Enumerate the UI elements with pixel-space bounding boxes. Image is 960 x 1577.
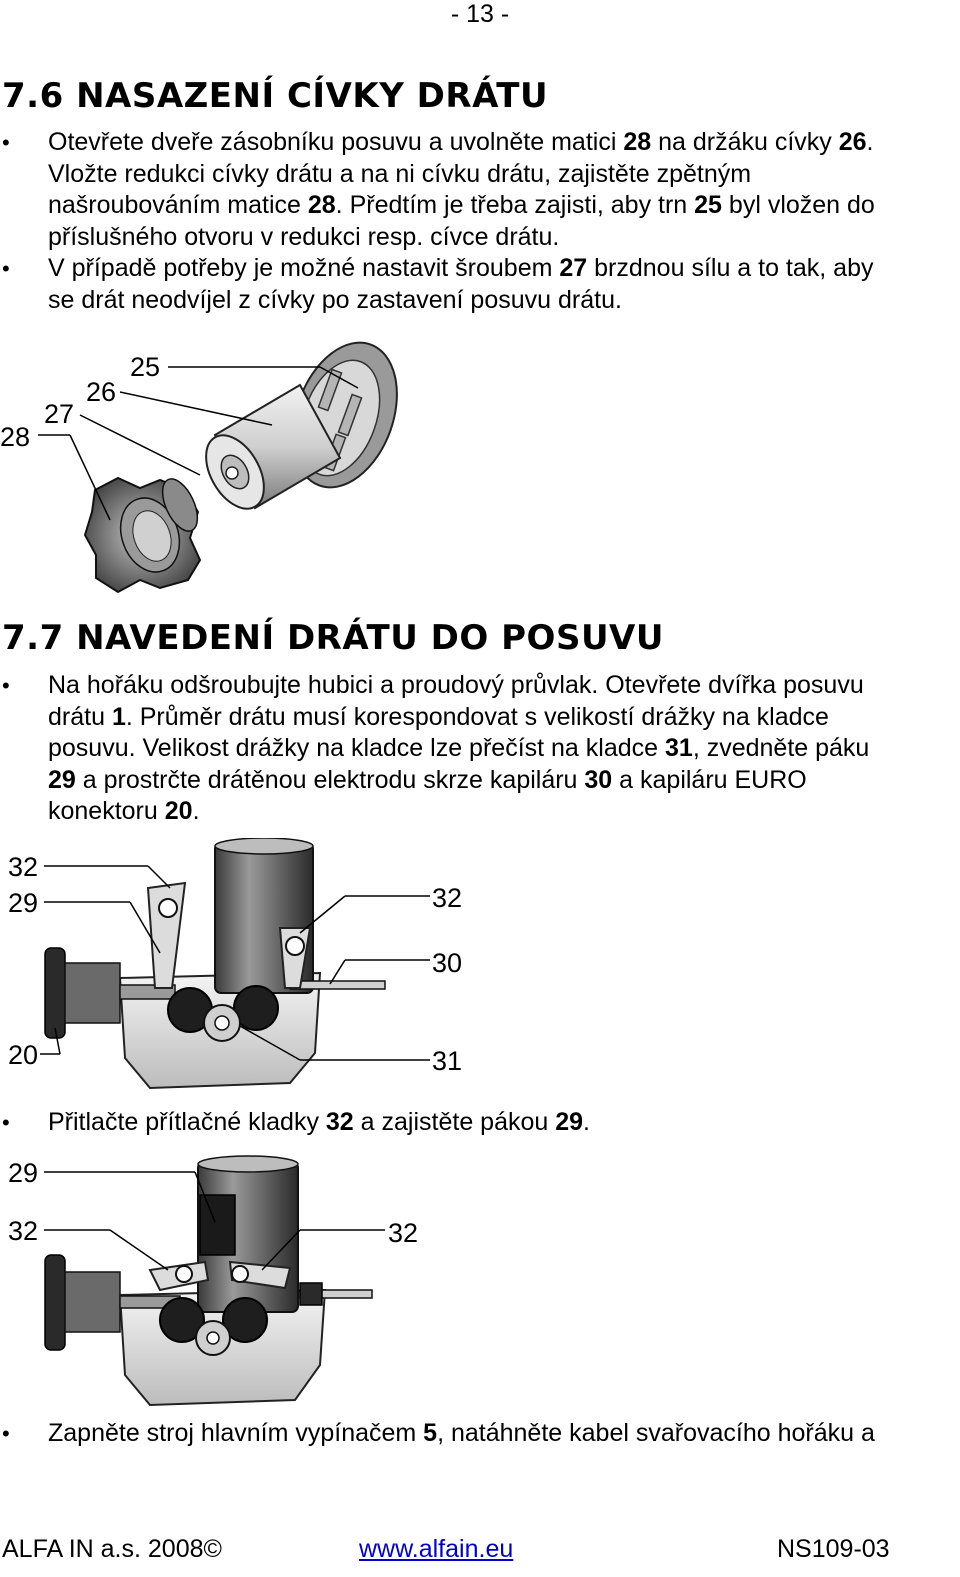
label-20: 20 — [8, 1040, 39, 1070]
label-32-right: 32 — [432, 883, 463, 913]
footer-company: ALFA IN a.s. 2008© — [2, 1535, 222, 1563]
label-31: 31 — [432, 1046, 463, 1076]
wire-feeder-figure-closed — [0, 1150, 440, 1412]
list-item: • V případě potřeby je možné nastavit šroubem 27 brzdnou sílu a to tak, aby se drát neodvíjel z cívky po zastavení posuvu drátu. — [0, 253, 960, 316]
label-28: 28 — [0, 422, 31, 452]
list-item: • Otevřete dveře zásobníku posuvu a uvolněte matici 28 na držáku cívky 26. Vložte redukci cívky drátu a na ni cívku drátu, zajistěte zpětným našroubováním matice 28. Předtím je třeba zajisti, aby trn 25 byl vložen do příslušného otvoru v redukci resp. cívce drátu. — [0, 127, 960, 253]
list-item: • Na hořáku odšroubujte hubici a proudový průvlak. Otevřete dvířka posuvu drátu 1. Průměr drátu musí korespondovat s velikostí drážky na kladce posuvu. Velikost drážky na kladce lze přečíst na kladce 31, zvedněte páku 29 a prostrčte drátěnou elektrodu skrze kapiláru 30 a kapiláru EURO konektoru 20. — [0, 670, 960, 828]
label-27: 27 — [44, 399, 75, 429]
label-32-right: 32 — [388, 1218, 419, 1248]
section-76-heading: 7.6 NASAZENÍ CÍVKY DRÁTU — [2, 76, 549, 116]
label-32-left: 32 — [8, 852, 39, 882]
section-77-bullet-3 — [0, 1418, 960, 1450]
page-number: - 13 - — [450, 0, 510, 28]
section-77-bullet-2 — [0, 1107, 960, 1139]
label-25: 25 — [130, 352, 161, 382]
footer-doc-code: NS109-03 — [777, 1535, 890, 1563]
list-item: • Přitlačte přítlačné kladky 32 a zajistěte pákou 29. — [0, 1107, 960, 1139]
section-77-bullet-1 — [0, 670, 960, 828]
section-77-heading: 7.7 NAVEDENÍ DRÁTU DO POSUVU — [2, 618, 664, 658]
spool-holder-figure — [0, 340, 420, 600]
label-29: 29 — [8, 1158, 39, 1188]
label-29: 29 — [8, 888, 39, 918]
label-26: 26 — [86, 377, 117, 407]
footer-website-link[interactable]: www.alfain.eu — [359, 1535, 514, 1563]
wire-feeder-figure-open — [0, 838, 480, 1096]
label-32-left: 32 — [8, 1216, 39, 1246]
section-76-bullets — [0, 127, 960, 316]
label-30: 30 — [432, 948, 463, 978]
list-item: • Zapněte stroj hlavním vypínačem 5, natáhněte kabel svařovacího hořáku a — [0, 1418, 960, 1450]
